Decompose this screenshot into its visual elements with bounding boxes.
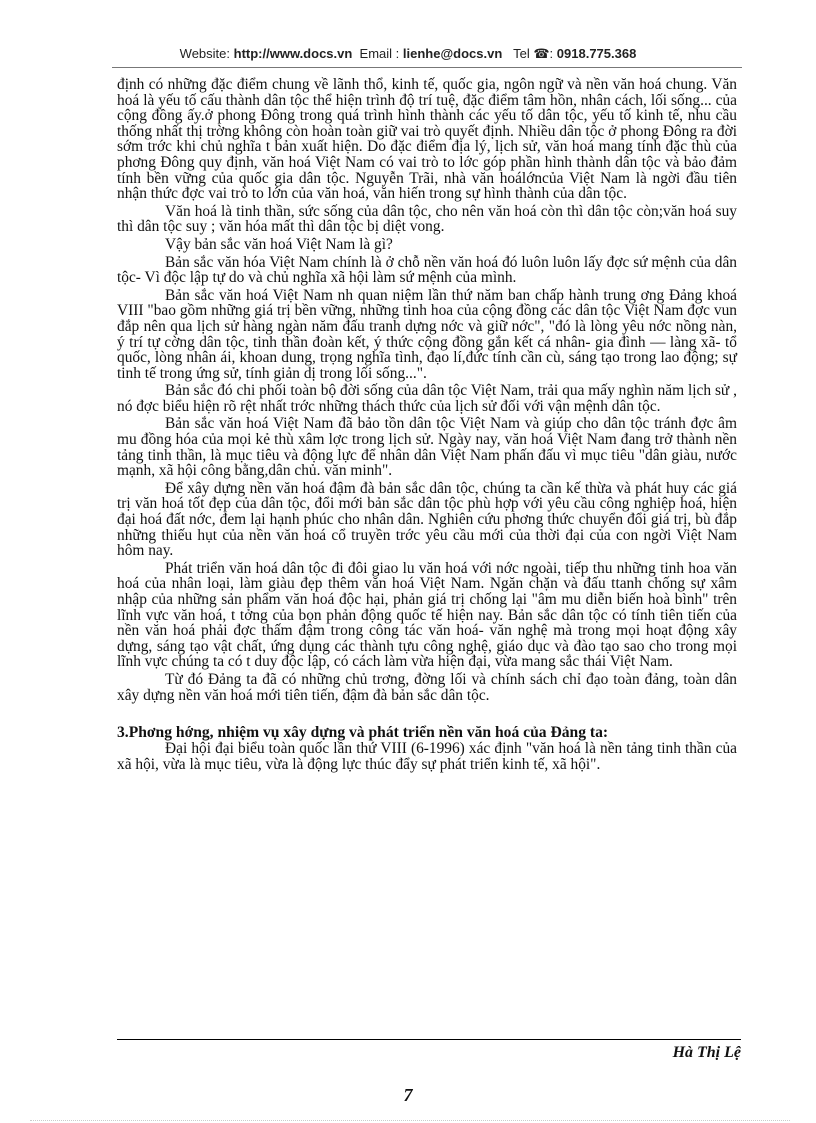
body-paragraph: Bản sắc văn hóa Việt Nam chính là ở chỗ nền văn hoá đó luôn luôn lấy đợc sứ mệnh của dân tộc- Vì độc lập tự do và chủ nghĩa xã hội làm sứ mệnh của mình. (117, 253, 737, 287)
section-heading: 3.Phơng hớng, nhiệm vụ xây dựng và phát triển nền văn hoá của Đảng ta: (117, 724, 609, 742)
page-header (0, 46, 816, 62)
header-divider (112, 67, 742, 68)
email-link[interactable]: lienhe@docs.vn (402, 46, 503, 61)
body-paragraph: Để xây dựng nền văn hoá đậm đà bản sắc dân tộc, chúng ta cần kế thừa và phát huy các giá trị văn hoá tốt đẹp của dân tộc, đổi mới bản sắc dân tộc phù hợp với yêu cầu công nghiệp hoá, hiện đại hoá đất nớc, đem lại hạnh phúc cho nhân dân. Nghiên cứu phơng thức chuyển đổi giá trị, bù đắp những thiếu hụt của nền văn hoá cổ truyền trớc yêu cầu mới của thời đại của con ngời Việt Nam hôm nay. (117, 479, 737, 560)
body-paragraph: Phát triển văn hoá dân tộc đi đôi giao lu văn hoá với nớc ngoài, tiếp thu những tinh hoa văn hoá của nhân loại, làm giàu đẹp thêm văn hoá Việt Nam. Ngăn chặn và đấu ttanh chống sự xâm nhập của những sản phẩm văn hoá độc hại, phản giá trị chống lại "âm mu diễn biến hoà bình" trên lĩnh vực văn hoá, t tởng của bọn phản động quốc tế hiện nay. Bản sắc dân tộc có tính tiên tiến của nền văn hoá phải đợc thấm đậm trong công tác văn hoá- văn nghệ mà trong mọi hoạt động xây dựng, sáng tạo vật chất, ứng dụng các thành tựu công nghệ, giáo dục và đào tạo sao cho trong mọi lĩnh vực chúng ta có t duy độc lập, có cách làm vừa hiện đại, vừa mang sắc thái Việt Nam. (117, 559, 737, 671)
body-paragraph: Bản sắc văn hoá Việt Nam nh quan niệm lần thứ năm ban chấp hành trung ơng Đảng khoá VIII "bao gồm những giá trị bền vững, những tinh hoa của cộng đồng các dân tộc Việt Nam đợc vun đắp nên qua lịch sử hàng ngàn năm đấu tranh dựng nớc và giữ nớc", "đó là lòng yêu nớc nồng nàn, ý trí tự cờng dân tộc, tinh thần đoàn kết, ý thức cộng đồng gắn kết cá nhân- gia đình — làng xã- tổ quốc, lòng nhân ái, khoan dung, trọng nghĩa tình, đạo lí,đức tính cần cù, sáng tạo trong lao động; sự tinh tế trong ứng sử, tính giản dị trong lối sống...". (117, 286, 737, 382)
body-paragraph: Văn hoá là tinh thần, sức sống của dân tộc, cho nên văn hoá còn thì dân tộc còn;văn hoá suy thì dân tộc suy ; văn hóa mất thì dân tộc bị diệt vong. (117, 202, 737, 236)
footer-divider (117, 1039, 741, 1040)
body-paragraph: Vậy bản sắc văn hoá Việt Nam là gì? (165, 235, 393, 253)
body-paragraph: Từ đó Đảng ta đã có những chủ trơng, đờng lối và chính sách chỉ đạo toàn đảng, toàn dân xây dựng nền văn hoá mới tiên tiến, đậm đà bản sắc dân tộc. (117, 670, 737, 704)
page-bottom-border (30, 1120, 790, 1121)
phone-number: 0918.775.368 (556, 46, 637, 61)
page-number: 7 (403, 1085, 413, 1105)
document-body (117, 77, 737, 774)
email-label: Email : (359, 46, 400, 61)
website-label: Website: (179, 46, 230, 61)
section-paragraph: Đại hội đại biểu toàn quốc lần thứ VIII (6-1996) xác định "văn hoá là nền tảng tinh thần của xã hội, vừa là mục tiêu, vừa là động lực thúc đẩy sự phát triển kinh tế, xã hội". (117, 740, 737, 773)
website-link[interactable]: http://www.docs.vn (233, 46, 353, 61)
body-paragraph: định có những đặc điểm chung về lãnh thổ, kinh tế, quốc gia, ngôn ngữ và nền văn hoá chung. Văn hoá là yếu tố cấu thành dân tộc thể hiện trình độ trí tuệ, đặc điểm tâm hồn, nhân cách, lối sống... của cộng đồng ấy.ở phong Đông trong quá trình hình thành các yếu tố dân tộc, yếu tố kinh tế, nhu cầu thống nhất thị trờng không còn hoàn toàn giữ vai trò quyết định. Nhiều dân tộc ở phong Đông ra đời sớm trớc khi chủ nghĩa t bản xuất hiện. Do đặc điểm địa lý, lịch sử, văn hoá mang tính đặc thù của phơng Đông quy định, văn hoá Việt Nam có vai trò to lớc góp phần hình thành dân tộc và bảo đảm tính bền vững của quốc gia dân tộc. Nguyễn Trãi, nhà văn hoálớncủa Việt Nam là ngời đầu tiên nhận thức đợc vai trò to lớn của văn hoá, văn hiến trong sự hình thành của dân tộc. (117, 76, 737, 203)
phone-label: Tel ☎: (513, 46, 554, 61)
body-paragraph: Bản sắc văn hoá Việt Nam đã bảo tồn dân tộc Việt Nam và giúp cho dân tộc tránh đợc âm mu đồng hóa của mọi kẻ thù xâm lợc trong lịch sử. Ngày nay, văn hoá Việt Nam đang trở thành nền tảng tinh thần, là mục tiêu và động lực để nhân dân Việt Nam phấn đấu vì mục tiêu "dân giàu, nước mạnh, xã hội công bằng,dân chủ. văn minh". (117, 415, 737, 480)
author-name: Hà Thị Lệ (672, 1044, 741, 1061)
body-paragraph: Bản sắc đó chi phối toàn bộ đời sống của dân tộc Việt Nam, trải qua mấy nghìn năm lịch sử , nó đợc biểu hiện rõ rệt nhất trớc những thách thức của lịch sử đối với vận mệnh dân tộc. (117, 382, 737, 415)
